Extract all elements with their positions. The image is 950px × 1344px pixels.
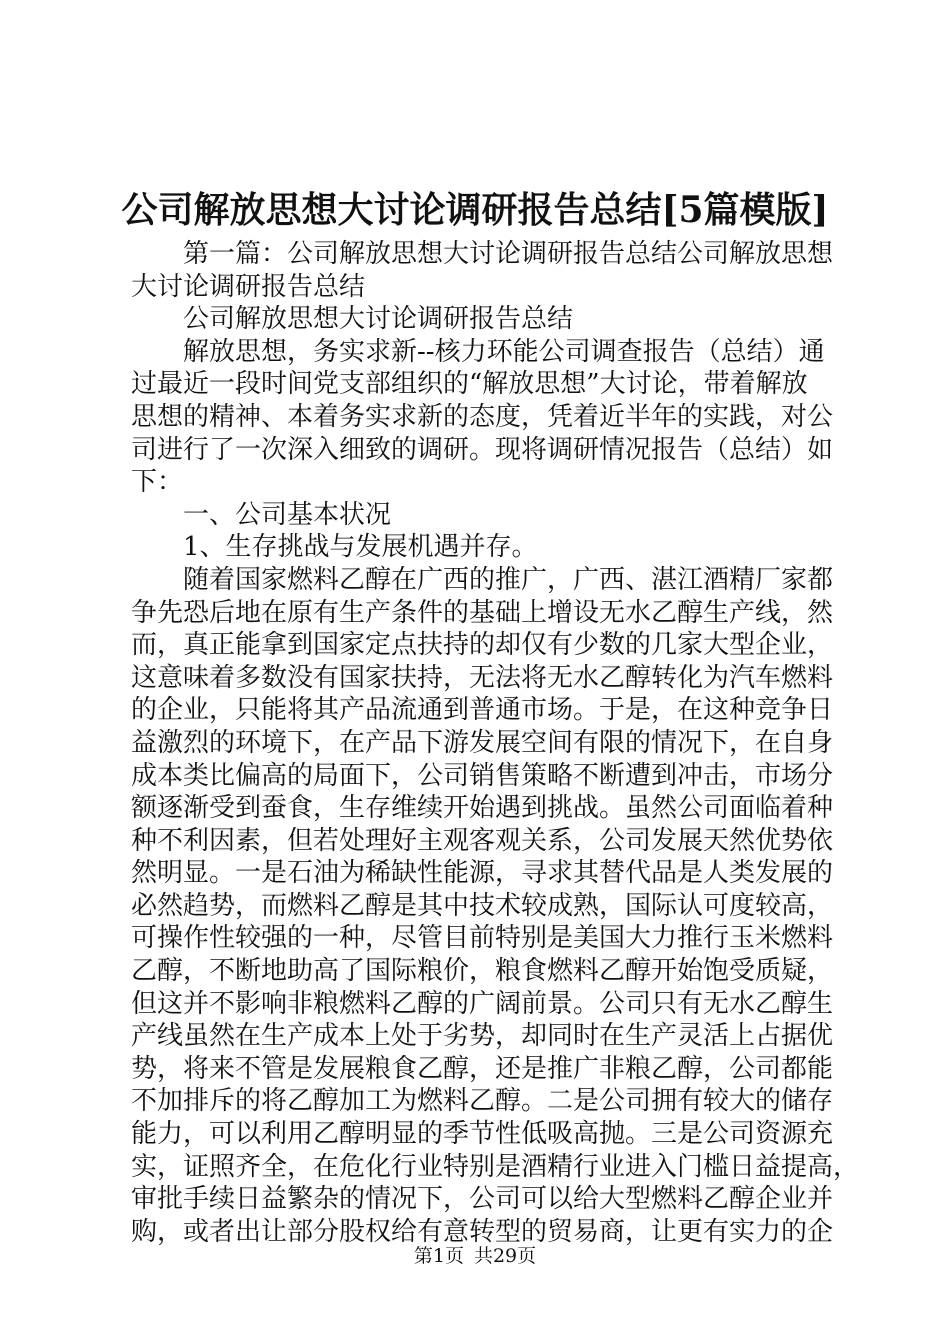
- body-line: 势，将来不管是发展粮食乙醇，还是推广非粮乙醇，公司都能: [131, 1053, 834, 1084]
- body-line: 不加排斥的将乙醇加工为燃料乙醇。二是公司拥有较大的储存: [131, 1086, 834, 1117]
- body-line: 下：: [131, 467, 184, 498]
- body-line: 一、公司基本状况: [183, 499, 392, 530]
- body-line: 的企业，只能将其产品流通到普通市场。于是，在这种竞争日: [131, 695, 834, 726]
- page-footer: [0, 1244, 950, 1268]
- body-line: 额逐渐受到蚕食，生存维续开始遇到挑战。虽然公司面临着种: [131, 793, 834, 824]
- body-line: 第一篇：公司解放思想大讨论调研报告总结公司解放思想: [183, 239, 834, 269]
- body-line: 但这并不影响非粮燃料乙醇的广阔前景。公司只有无水乙醇生: [131, 988, 834, 1019]
- body-line: 种不利因素，但若处理好主观客观关系，公司发展天然优势依: [131, 825, 834, 856]
- body-line: 争先恐后地在原有生产条件的基础上增设无水乙醇生产线，然: [131, 597, 834, 628]
- body-line: 能力，可以利用乙醇明显的季节性低吸高抛。三是公司资源充: [131, 1119, 834, 1150]
- body-line: 这意味着多数没有国家扶持，无法将无水乙醇转化为汽车燃料: [131, 662, 834, 693]
- body-line: 1、生存挑战与发展机遇并存。: [183, 532, 538, 563]
- body-line: 思想的精神、本着务实求新的态度，凭着近半年的实践，对公: [131, 401, 834, 432]
- body-line: 乙醇，不断地助高了国际粮价，粮食燃料乙醇开始饱受质疑，: [131, 956, 834, 987]
- body-line: 成本类比偏高的局面下，公司销售策略不断遭到冲击，市场分: [131, 760, 834, 791]
- document-body: [131, 238, 860, 1248]
- body-line: 实，证照齐全，在危化行业特别是酒精行业进入门槛日益提高，: [131, 1151, 860, 1182]
- body-line: 购，或者出让部分股权给有意转型的贸易商，让更有实力的企: [131, 1216, 834, 1247]
- body-line: 公司解放思想大讨论调研报告总结: [183, 304, 574, 335]
- body-line: 而，真正能拿到国家定点扶持的却仅有少数的几家大型企业，: [131, 630, 834, 661]
- document-title: 公司解放思想大讨论调研报告总结[5篇模版]: [121, 189, 829, 231]
- body-line: 过最近一段时间党支部组织的“解放思想”大讨论，带着解放: [131, 369, 808, 400]
- body-line: 随着国家燃料乙醇在广西的推广，广西、湛江酒精厂家都: [183, 564, 834, 595]
- body-line: 审批手续日益繁杂的情况下，公司可以给大型燃料乙醇企业并: [131, 1184, 834, 1215]
- body-line: 可操作性较强的一种，尽管目前特别是美国大力推行玉米燃料: [131, 923, 834, 954]
- body-line: 产线虽然在生产成本上处于劣势，却同时在生产灵活上占据优: [131, 1021, 834, 1052]
- page-total: 共29页: [473, 1245, 537, 1267]
- body-line: 必然趋势，而燃料乙醇是其中技术较成熟，国际认可度较高，: [131, 890, 834, 921]
- body-line: 大讨论调研报告总结: [131, 271, 366, 302]
- page-number: 第1页: [413, 1245, 464, 1267]
- body-line: 然明显。一是石油为稀缺性能源，寻求其替代品是人类发展的: [131, 858, 834, 889]
- body-line: 司进行了一次深入细致的调研。现将调研情况报告（总结）如: [131, 434, 834, 465]
- body-line: 益激烈的环境下，在产品下游发展空间有限的情况下，在自身: [131, 727, 834, 758]
- body-line: 解放思想，务实求新--核力环能公司调查报告（总结）通: [183, 336, 825, 367]
